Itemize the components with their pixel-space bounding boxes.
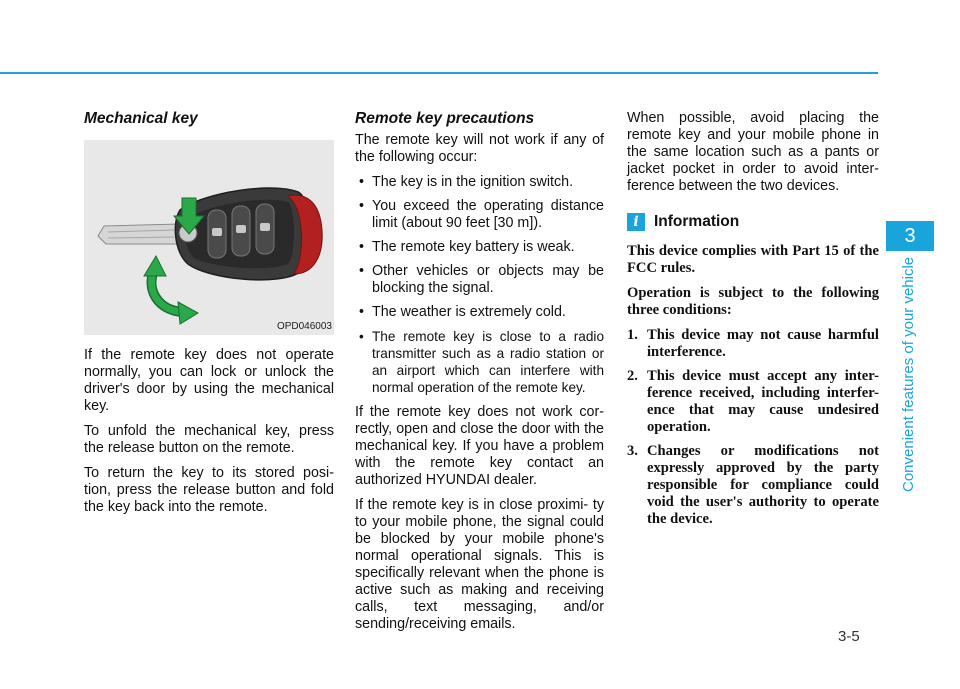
list-text: This device must accept any inter- ference received, including interfer- ence that may cause undesired operation. (647, 368, 879, 435)
page-number: 3-5 (838, 628, 860, 645)
conditions-list (627, 327, 879, 528)
chapter-title-wrapper (896, 256, 922, 492)
list-item (627, 443, 879, 528)
information-header (627, 213, 879, 231)
list-number: 2. (627, 368, 638, 384)
section-heading-remote-key-precautions: Remote key precautions (355, 110, 535, 127)
list-text: Changes or modifications not expressly approved by the party responsible for compliance could void the user's authority to operate the device. (647, 443, 879, 527)
paragraph: Operation is subject to the following three conditions: (627, 285, 879, 318)
list-item: • The weather is extremely cold. (355, 304, 604, 321)
list-number: 1. (627, 327, 638, 343)
chapter-tab (886, 221, 934, 251)
key-drawing (84, 140, 334, 335)
list-item: • The remote key is close to a radio transmitter such as a radio station or an airport which can interfere with normal operation of the remote key. (355, 328, 604, 396)
header-rule (0, 72, 878, 74)
list-item (627, 327, 879, 361)
list-item: • The remote key battery is weak. (355, 239, 604, 256)
chapter-title: Convenient features of your vehicle (900, 256, 917, 492)
column-information (627, 110, 879, 535)
precautions-list (355, 174, 604, 396)
list-item: • Other vehicles or objects may be blocking the signal. (355, 263, 604, 297)
list-item (627, 368, 879, 436)
paragraph: The remote key will not work if any of the following occur: (355, 132, 604, 165)
list-number: 3. (627, 443, 638, 459)
information-body (627, 243, 879, 528)
chapter-number: 3 (904, 225, 916, 247)
paragraph: If the remote key is in close proximi- ty to your mobile phone, the signal could be blocked by your mobile phone's normal operational signals. This is specifically relevant when the phone is active such as making and receiving calls, text messaging, and/or sending/receiving emails. (355, 497, 604, 632)
key-illustration (84, 140, 334, 335)
fold-arrow-icon (144, 256, 198, 324)
information-title: Information (654, 213, 740, 230)
paragraph: This device complies with Part 15 of the FCC rules. (627, 243, 879, 276)
paragraph: If the remote key does not work cor- rectly, open and close the door with the mechanical key. If you have a problem with the remote key contact an authorized HYUNDAI dealer. (355, 404, 604, 488)
paragraph: To return the key to its stored posi- tion, press the release button and fold the key back into the remote. (84, 465, 334, 515)
list-item: • You exceed the operating distance limit (about 90 feet [30 m]). (355, 198, 604, 232)
section-heading-mechanical-key: Mechanical key (84, 110, 198, 127)
paragraph: When possible, avoid placing the remote key and your mobile phone in the same location such as a pants or jacket pocket in order to avoid inter- ference between the two devices. (627, 110, 879, 194)
list-text: This device may not cause harmful interference. (647, 327, 879, 360)
paragraph: To unfold the mechanical key, press the release button on the remote. (84, 423, 334, 456)
column-remote-key-precautions (355, 110, 604, 641)
paragraph: If the remote key does not operate normally, you can lock or unlock the driver's door by using the mechanical key. (84, 347, 334, 414)
list-item: • The key is in the ignition switch. (355, 174, 604, 191)
column-mechanical-key (84, 110, 334, 524)
figure-code: OPD046003 (276, 321, 332, 332)
info-icon: i (627, 213, 645, 231)
